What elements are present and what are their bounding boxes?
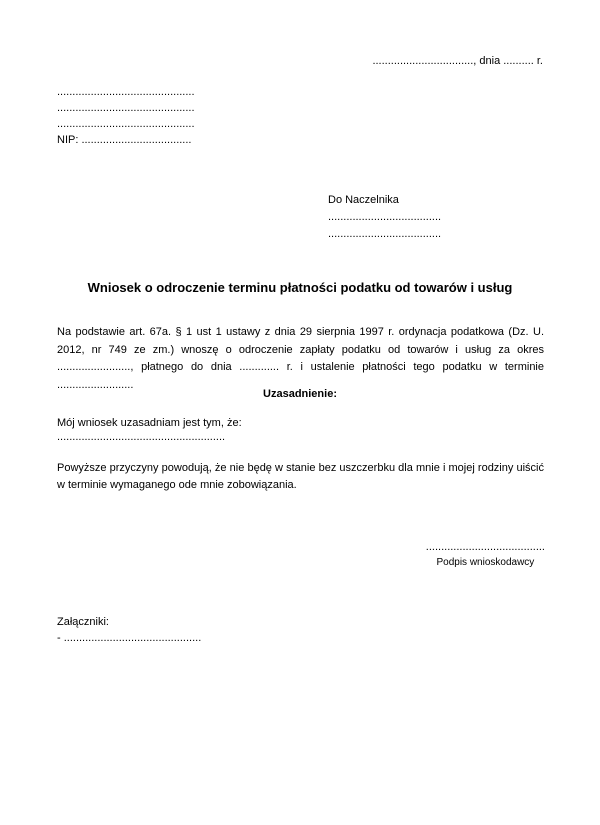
sender-nip-line: NIP: .................................... bbox=[57, 134, 192, 146]
sender-fill-line-3: ............................................. bbox=[57, 118, 195, 130]
recipient-fill-line-2: ..................................... bbox=[328, 228, 442, 240]
attachment-item: - ............................................. bbox=[57, 632, 202, 644]
sender-block bbox=[57, 84, 195, 148]
justification-intro: Mój wniosek uzasadniam jest tym, że: bbox=[57, 417, 242, 429]
signature-block bbox=[426, 540, 545, 570]
date-line: ................................., dnia .......... r. bbox=[372, 55, 543, 67]
document-title: Wniosek o odroczenie terminu płatności podatku od towarów i usług bbox=[87, 280, 513, 295]
attachments-block bbox=[57, 614, 201, 646]
request-paragraph: Na podstawie art. 67a. § 1 ust 1 ustawy z dnia 29 sierpnia 1997 r. ordynacja podatkowa (Dz. U. 2012, nr 749 ze zm.) wnoszę o odroczenie zapłaty podatku od towarów i usług za okres ........................, płatnego do dnia ............. r. i ustalenie płatności tego podatku w terminie ......................... bbox=[57, 326, 544, 391]
sender-fill-line-2: ............................................. bbox=[57, 102, 195, 114]
justification-heading: Uzasadnienie: bbox=[263, 388, 337, 400]
signature-fill-line: ....................................... bbox=[425, 541, 545, 553]
attachments-heading: Załączniki: bbox=[57, 616, 109, 628]
recipient-heading: Do Naczelnika bbox=[328, 194, 399, 206]
recipient-block bbox=[328, 192, 441, 243]
sender-fill-line-1: ............................................. bbox=[57, 86, 195, 98]
closing-paragraph: Powyższe przyczyny powodują, że nie będę w stanie bez uszczerbku dla mnie i mojej rodziny uiścić w terminie wymaganego ode mnie zobowiązania. bbox=[57, 462, 544, 491]
recipient-fill-line-1: ..................................... bbox=[328, 211, 442, 223]
signature-label: Podpis wnioskodawcy bbox=[436, 557, 535, 568]
justification-fill-line: ....................................................... bbox=[57, 431, 226, 443]
